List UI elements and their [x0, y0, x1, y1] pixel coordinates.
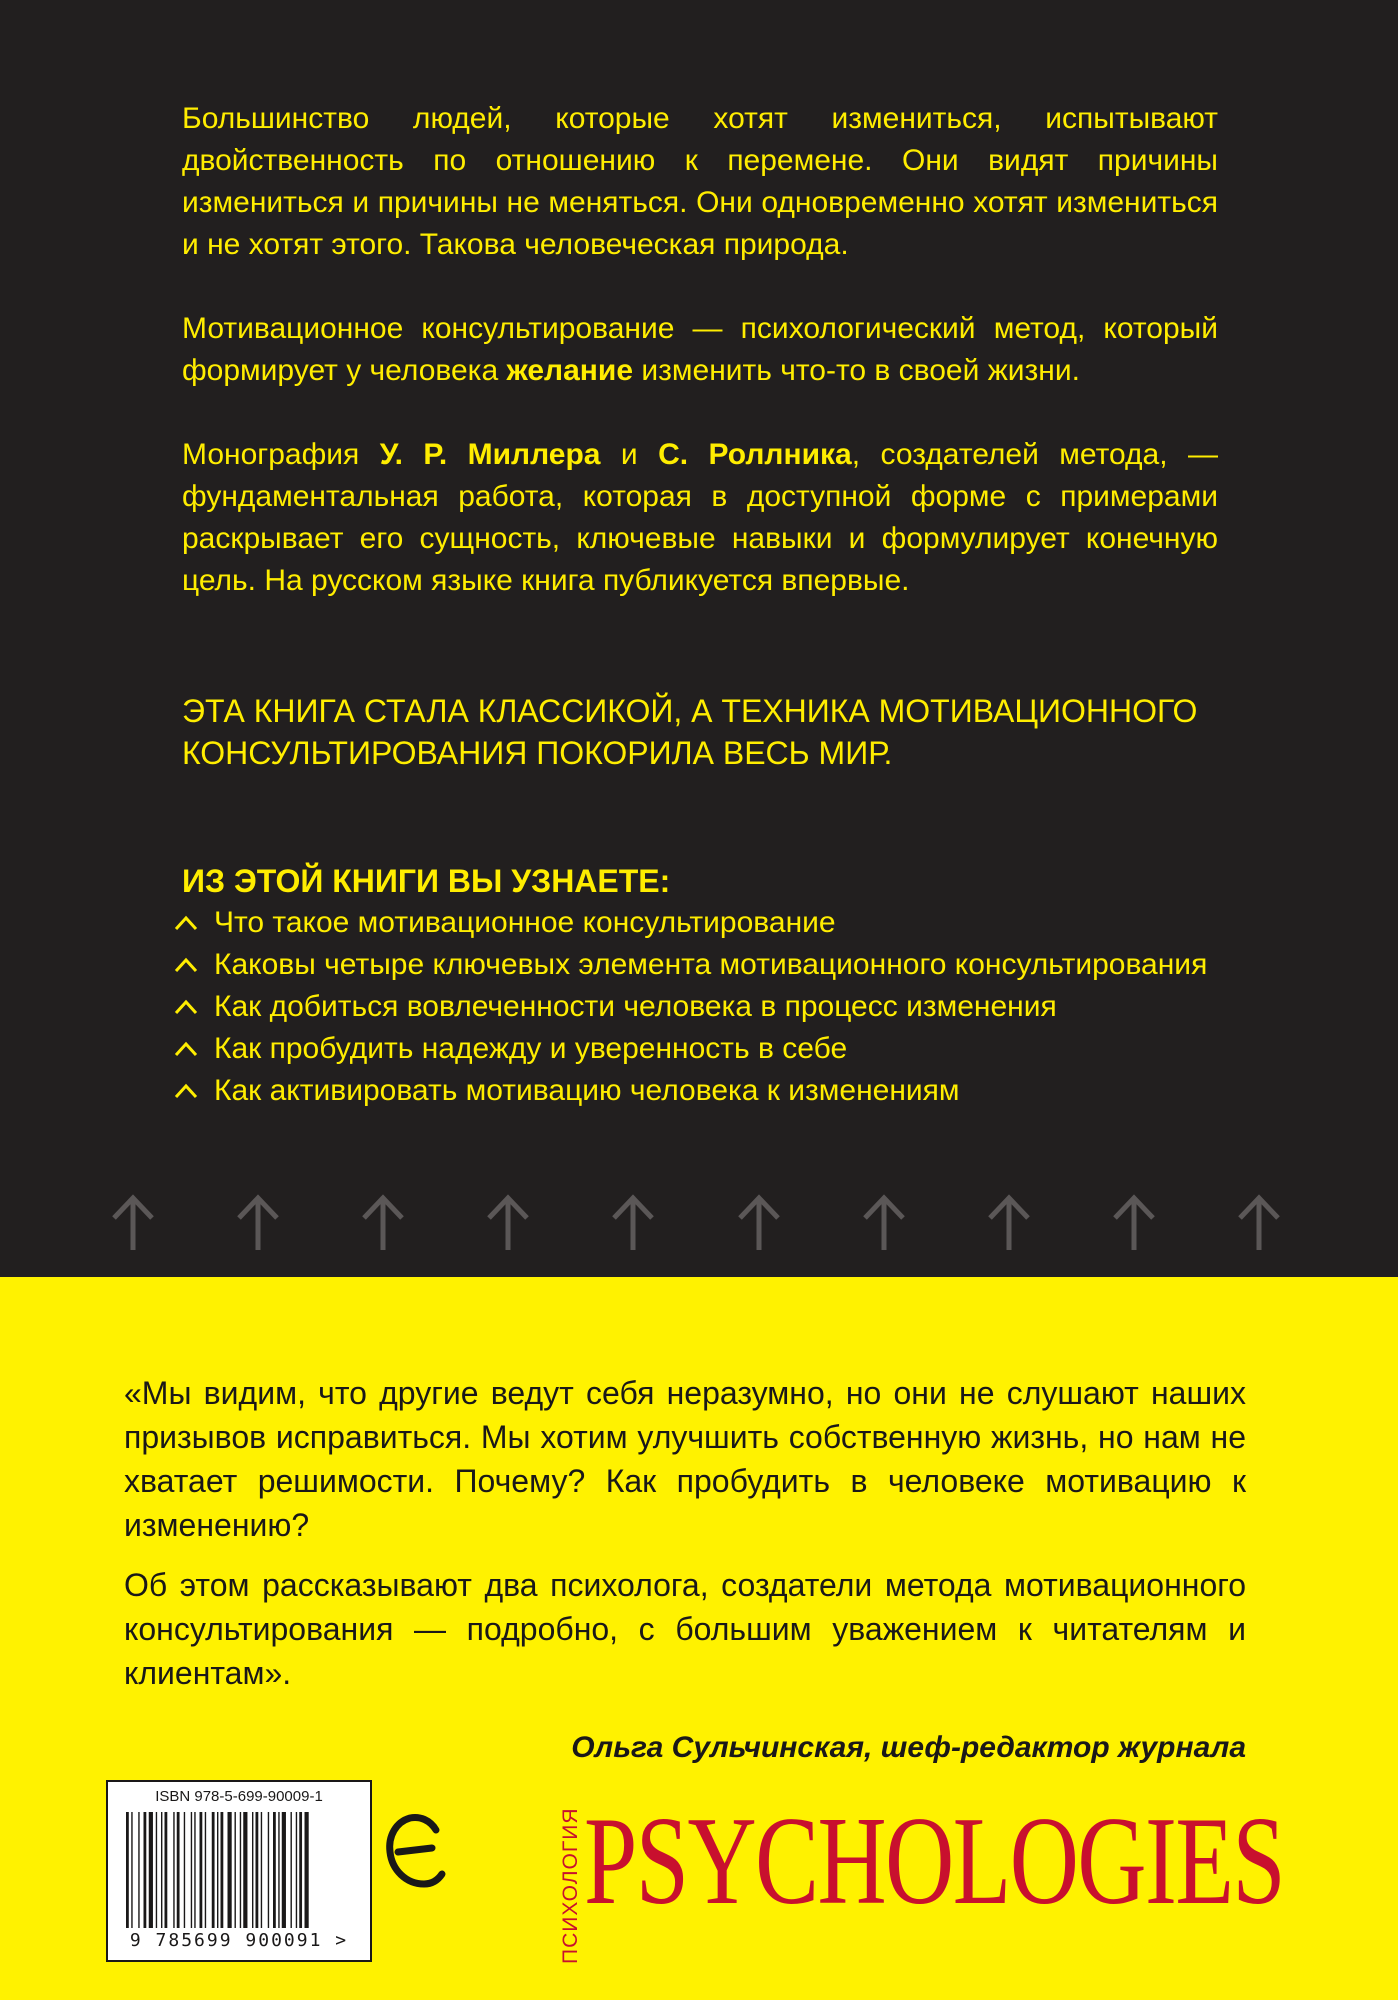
arrow-up-icon [108, 1192, 158, 1252]
eksmo-logo-icon [384, 1808, 448, 1896]
arrow-up-icon [734, 1192, 784, 1252]
learn-item-text: Каковы четыре ключевых элемента мотивационного консультирования [214, 948, 1208, 981]
arrow-up-icon [608, 1192, 658, 1252]
intro-paragraph-3 [182, 434, 1218, 602]
arrow-up-icon [233, 1192, 283, 1252]
barcode-panel [106, 1780, 372, 1962]
intro-paragraph-3-part2: и [600, 438, 659, 471]
quote-paragraph-2: Об этом рассказывают два психолога, создатели метода мотивационного консультирования — подробно, с большим уважением к читателям и клиентам». [124, 1567, 1246, 1691]
caret-up-icon [172, 913, 200, 933]
quote-signature: Ольга Сульчинская, шеф-редактор журнала [571, 1731, 1246, 1764]
intro-paragraph-3-part1: Монография [182, 438, 380, 471]
arrow-up-icon [984, 1192, 1034, 1252]
learn-item [172, 902, 1207, 944]
intro-text [182, 98, 1218, 602]
magazine-logo: PSYCHOLOGIES [584, 1792, 1285, 1931]
caret-up-icon [172, 1081, 200, 1101]
arrow-up-icon [483, 1192, 533, 1252]
learn-item [172, 944, 1207, 986]
learn-list [172, 902, 1207, 1112]
desire-emphasis: желание [506, 354, 634, 387]
author-miller: У. Р. Миллера [379, 438, 601, 471]
intro-paragraph-2-end: изменить что-то в своей жизни. [633, 354, 1080, 387]
arrow-up-icon [1234, 1192, 1284, 1252]
barcode-digits: 9 785699 900091 > [129, 1930, 349, 1951]
author-rollnick: С. Роллника [658, 438, 852, 471]
learn-item-text: Как пробудить надежду и уверенность в себе [214, 1032, 848, 1065]
learn-item-text: Как добиться вовлеченности человека в процесс изменения [214, 990, 1057, 1023]
intro-paragraph-2 [182, 308, 1218, 392]
learn-item-text: Что такое мотивационное консультирование [214, 906, 836, 939]
caret-up-icon [172, 997, 200, 1017]
magazine-subtitle: ПСИХОЛОГИЯ [559, 1807, 582, 1964]
arrow-decor-row [108, 1192, 1284, 1252]
learn-item [172, 1028, 1207, 1070]
learn-item [172, 986, 1207, 1028]
isbn-label: ISBN 978-5-699-90009-1 [155, 1788, 323, 1805]
learn-item [172, 1070, 1207, 1112]
quote-paragraph-1: «Мы видим, что другие ведут себя неразумно, но они не слушают наших призывов исправиться. Мы хотим улучшить собственную жизнь, но нам не хватает решимости. Почему? Как пробудить в человеке мотивацию к изменению? [124, 1375, 1246, 1543]
review-quote [124, 1371, 1246, 1695]
barcode-icon [122, 1812, 356, 1928]
arrow-up-icon [1109, 1192, 1159, 1252]
classic-highlight: ЭТА КНИГА СТАЛА КЛАССИКОЙ, А ТЕХНИКА МОТИВАЦИОННОГО КОНСУЛЬТИРОВАНИЯ ПОКОРИЛА ВЕСЬ МИР. [182, 693, 1198, 771]
intro-paragraph-2-start: Мотивационное консультирование — психологический метод, который формирует у человека [182, 312, 1218, 387]
learn-heading: ИЗ ЭТОЙ КНИГИ ВЫ УЗНАЕТЕ: [182, 863, 671, 899]
caret-up-icon [172, 1039, 200, 1059]
intro-paragraph-3-part3: , создателей метода, — фундаментальная работа, которая в доступной форме с примерами раскрывает его сущность, ключевые навыки и формулирует конечную цель. На русском языке книга публикуется впервые. [182, 438, 1218, 597]
arrow-up-icon [358, 1192, 408, 1252]
caret-up-icon [172, 955, 200, 975]
arrow-up-icon [859, 1192, 909, 1252]
intro-paragraph-1: Большинство людей, которые хотят измениться, испытывают двойственность по отношению к перемене. Они видят причины измениться и причины не меняться. Они одновременно хотят измениться и не хотят этого. Такова человеческая природа. [182, 102, 1218, 261]
learn-item-text: Как активировать мотивацию человека к изменениям [214, 1074, 960, 1107]
